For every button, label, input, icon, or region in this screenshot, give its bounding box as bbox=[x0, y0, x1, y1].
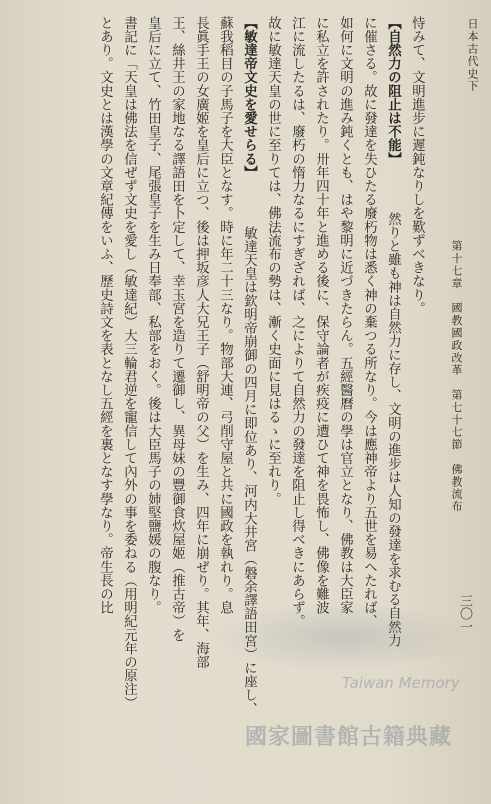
section-heading-bidatsu: 【敏達帝文史を愛せらる】 bbox=[241, 16, 258, 180]
text-column-11: 王、絲井王の家地なる譯語田を卜定して、幸玉宮を造りて遷御し、異母妹の豐御食炊屋姬（推古帝）を bbox=[169, 16, 185, 642]
text-column-7: 故に敏達天皇の世に至りては、佛法流布の勢は、漸く史面に見はるゝに至れり。 bbox=[265, 16, 281, 506]
running-head-chapter: 第十七章 國教國政改革 第七十七節 佛教流布 bbox=[450, 240, 463, 513]
text-column-5: に私立を許されたり。卅年四十年と進める後に、保守論者が疾疫に遭ひて神を畏怖し、佛像を難波 bbox=[313, 16, 329, 615]
text-column-4: 如何に文明の進み鈍くとも、はや黎明に近づきたらん。五經醫曆の學は官立となり、佛教は大臣家 bbox=[337, 16, 353, 615]
watermark-chinese: 國家圖書館古籍典藏 bbox=[245, 725, 453, 750]
text-column-12: 皇后に立て、竹田皇子、尾張皇子を生み日奉部、私部をおく。後は大臣馬子の姉堅鹽媛の腹なり。 bbox=[145, 16, 161, 615]
text-column-13: 書記に「天皇は佛法を信ぜず文史を愛し（敏達紀）大三輪君逆を寵信して內外の事を委ねる（用明紀元年の原注） bbox=[121, 16, 137, 710]
text-column-6: 江に流したるは、廢朽の惰力なるにすぎざれば、之によりて自然力の發達を阻止し得べきにあらず。 bbox=[289, 16, 305, 628]
running-head-book-title: 日本古代史下 bbox=[466, 18, 479, 93]
text-column-1: 恃みて、文明進步に遲鈍なりしを歎ずべきなり。 bbox=[409, 16, 425, 316]
text-column-2: 然りと雖も神は自然力に存し、文明の進步は人知の發達を求むる自然力 bbox=[385, 212, 401, 648]
page-number: 三〇一 bbox=[457, 594, 472, 633]
text-column-8: 敏達天皇は欽明帝崩御の四月に即位あり、河内大井宮（磐余譯語田宮）に座し、 bbox=[241, 226, 257, 716]
text-column-9: 蘇我稻目の子馬子を大臣となす。時に年二十三なり。物部大連、弓削守屋と共に國政を執れり。息 bbox=[217, 16, 233, 615]
watermark-logo bbox=[210, 602, 478, 672]
section-heading-natural-force: 【自然力の阻止は不能】 bbox=[385, 16, 402, 166]
text-column-10: 長眞手王の女廣姬を皇后に立つ、後は押坂彦人大兄王子（舒明帝の父）を生み、四年に崩ぜり。其年、海部 bbox=[193, 16, 209, 669]
text-column-14: とあり。文史とは漢學の文章紀傳をいふ、歷史詩文を表となし五經を裏となす學なり。帝生長の比 bbox=[97, 16, 113, 615]
watermark-english: Taiwan Memory bbox=[342, 674, 460, 692]
text-column-3: に催さる。故に發達を失ひたる廢朽物は悉く神の棄つる所なり。今は應神帝より五世を易へたれば、 bbox=[361, 16, 377, 628]
